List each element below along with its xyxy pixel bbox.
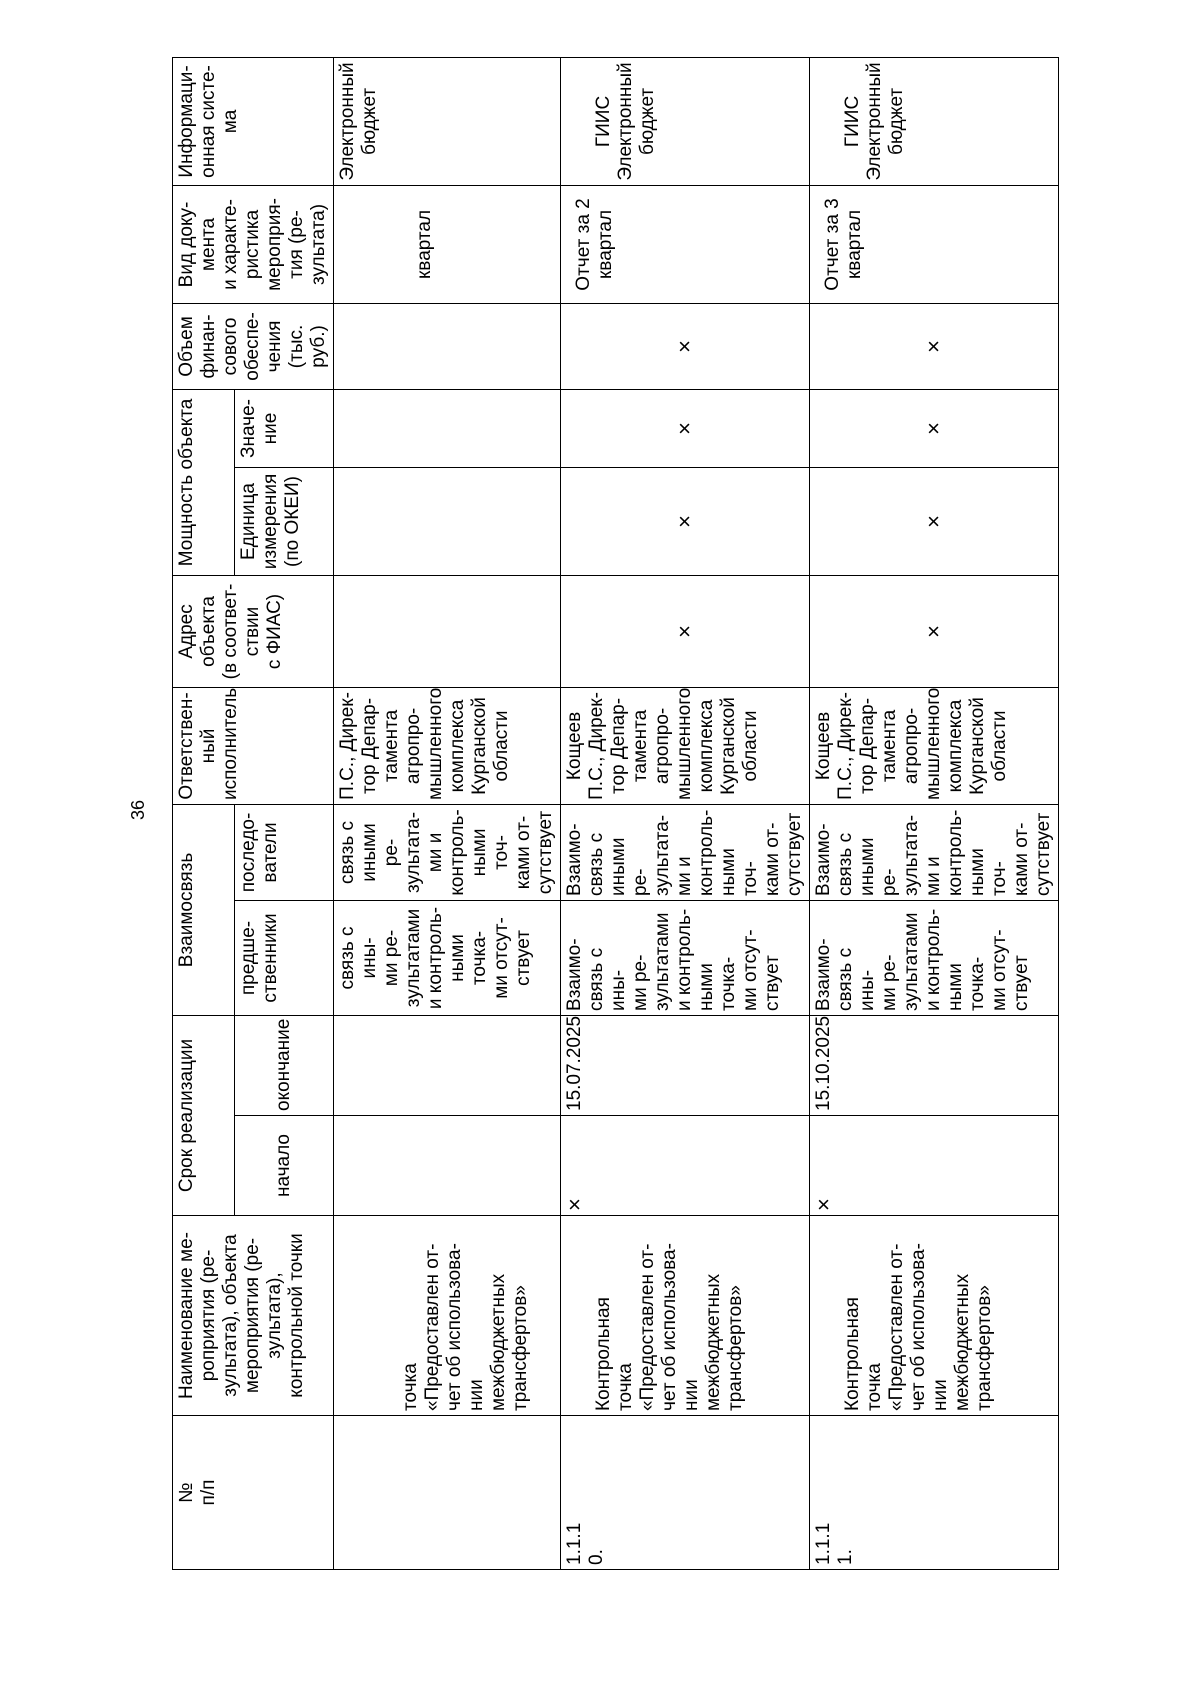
header-link: Взаимосвязь [173,804,235,1015]
cell-name: Контрольная точка «Предоставлен от- чет об использова- нии межбюджетных трансфертов» [810,1216,1059,1416]
header-value: Значе- ние [234,389,333,467]
cell-resp: Кощеев П.С., Дирек- тор Депар- тамента агропро- мышленного комплекса Курганской области [561,687,810,804]
cell-fin: × [561,303,810,389]
cell-info: Электронный бюджет [334,57,561,185]
table-row [810,57,1059,1569]
plan-table [172,57,1059,1570]
header-power: Мощность объекта [173,389,235,575]
header-name: Наименование ме- роприятия (ре- зультата), объекта мероприятия (ре- зультата), контрольной точки [173,1216,334,1416]
cell-end: 15.07.2025 [561,1015,810,1115]
page-number: 36 [128,799,148,821]
cell-succ: связь с иными ре- зультата- ми и контроль- ными точ- ками от- сутствует [334,804,561,900]
header-succ: последо- ватели [234,804,333,900]
cell-succ: Взаимо- связь с иными ре- зультата- ми и контроль- ными точ- ками от- сутствует [561,804,810,900]
cell-num [334,1416,561,1570]
cell-end: 15.10.2025 [810,1015,1059,1115]
header-resp: Ответствен- ный исполнитель [173,687,334,804]
header-num: № п/п [173,1416,334,1570]
cell-resp: П.С., Дирек- тор Депар- тамента агропро- мышленного комплекса Курганской области [334,687,561,804]
cell-doc: Отчет за 2 квартал [561,185,810,303]
cell-resp: Кощеев П.С., Дирек- тор Депар- тамента агропро- мышленного комплекса Курганской области [810,687,1059,804]
cell-info: ГИИС Электронный бюджет [810,57,1059,185]
cell-value: × [810,389,1059,467]
header-end: окончание [234,1015,333,1115]
cell-unit [334,467,561,575]
cell-doc: квартал [334,185,561,303]
cell-start [334,1116,561,1216]
cell-pred: связь с ины- ми ре- зультатами и контроль- ными точка- ми отсут- ствует [334,900,561,1015]
cell-start: × [810,1116,1059,1216]
cell-num: 1.1.1 1. [810,1416,1059,1570]
cell-name: Контрольная точка «Предоставлен от- чет об использова- нии межбюджетных трансфертов» [561,1216,810,1416]
cell-unit: × [810,467,1059,575]
header-info: Информаци- онная систе- ма [173,57,334,185]
cell-unit: × [561,467,810,575]
header-start: начало [234,1116,333,1216]
cell-value [334,389,561,467]
cell-fin [334,303,561,389]
table-row [561,57,810,1569]
cell-succ: Взаимо- связь с иными ре- зультата- ми и контроль- ными точ- ками от- сутствует [810,804,1059,900]
table-container [172,58,1054,1570]
cell-addr: × [810,575,1059,687]
cell-fin: × [810,303,1059,389]
cell-end [334,1015,561,1115]
cell-value: × [561,389,810,467]
header-row-1 [173,57,235,1569]
cell-pred: Взаимо- связь с ины- ми ре- зультатами и контроль- ными точка- ми отсут- ствует [810,900,1059,1015]
cell-info: ГИИС Электронный бюджет [561,57,810,185]
cell-start: × [561,1116,810,1216]
header-addr: Адрес объекта (в соответ- ствии с ФИАС) [173,575,334,687]
cell-name: точка «Предоставлен от- чет об использова- нии межбюджетных трансфертов» [334,1216,561,1416]
cell-addr: × [561,575,810,687]
cell-addr [334,575,561,687]
cell-doc: Отчет за 3 квартал [810,185,1059,303]
header-pred: предше- ственники [234,900,333,1015]
cell-pred: Взаимо- связь с ины- ми ре- зультатами и контроль- ными точка- ми отсут- ствует [561,900,810,1015]
header-unit: Единица измерения (по ОКЕИ) [234,467,333,575]
header-period: Срок реализации [173,1015,235,1215]
rotated-table-wrapper [172,58,1054,1570]
header-doc: Вид доку- мента и характе- ристика мероприя- тия (ре- зультата) [173,185,334,303]
header-fin: Объем финан- сового обеспе- чения (тыс. руб.) [173,303,334,389]
table-row [334,57,561,1569]
cell-num: 1.1.1 0. [561,1416,810,1570]
